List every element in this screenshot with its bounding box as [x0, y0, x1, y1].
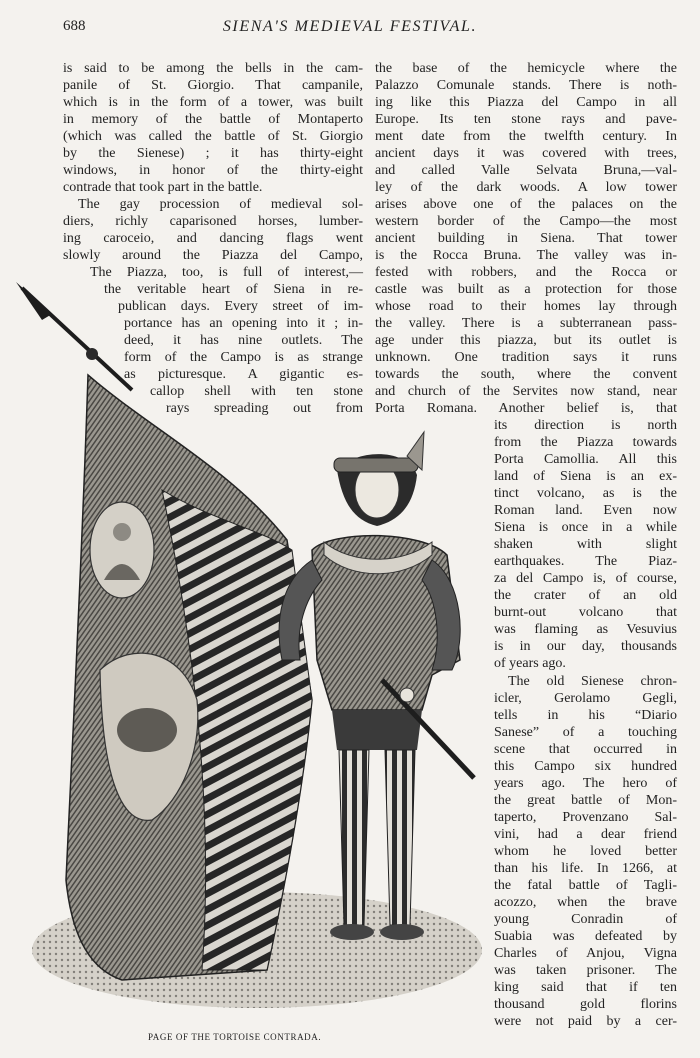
text-line: and church of the Servites now stand, near — [375, 384, 677, 399]
text-line: Roman land. Even now — [494, 503, 677, 518]
right-leg — [385, 750, 415, 925]
text-line: contrade that took part in the battle. — [63, 180, 263, 195]
text-line: icler, Gerolamo Gegli, — [494, 691, 677, 706]
left-leg — [339, 750, 369, 925]
text-line: the crater of an old — [494, 588, 677, 603]
text-line: za del Campo is, of course, — [494, 571, 677, 586]
text-line: king said that if ten — [494, 980, 677, 995]
text-line: windows, in honor of the thirty-eight — [63, 163, 363, 178]
text-line: The Piazza, too, is full of interest,— — [90, 265, 363, 280]
text-line: rays spreading out from — [166, 401, 363, 416]
text-line: Sanese” of a touching — [494, 725, 677, 740]
text-line: is in our day, thousands — [494, 639, 677, 654]
text-line: western border of the Campo—the most — [375, 214, 677, 229]
text-line: form of the Campo is as strange — [124, 350, 363, 365]
text-line: its direction is north — [494, 418, 677, 433]
text-line: taperto, Provenzano Sal- — [494, 810, 677, 825]
text-line: ment date from the twelfth century. In — [375, 129, 677, 144]
text-line: is the Rocca Bruna. The valley was in- — [375, 248, 677, 263]
illustration-page-of-tortoise-contrada — [12, 280, 492, 1020]
text-line: ing like this Piazza del Campo in all — [375, 95, 677, 110]
text-line: panile of St. Giorgio. That campanile, — [63, 78, 363, 93]
text-line: young Conradin of — [494, 912, 677, 927]
text-line: castle was built as a protection for those — [375, 282, 677, 297]
banner-medallion — [90, 502, 154, 598]
text-line: The gay procession of medieval sol- — [78, 197, 363, 212]
text-line: were not paid by a cer- — [494, 1014, 677, 1029]
text-line: Suabia was defeated by — [494, 929, 677, 944]
text-line: as picturesque. A gigantic es- — [124, 367, 363, 382]
running-title: SIENA'S MEDIEVAL FESTIVAL. — [222, 18, 478, 35]
text-line: unknown. One tradition says it runs — [375, 350, 677, 365]
text-line: Europe. Its ten stone rays and pave- — [375, 112, 677, 127]
text-line: ing caroceio, and dancing flags went — [63, 231, 363, 246]
text-line: of years ago. — [494, 656, 566, 671]
text-line: the veritable heart of Siena in re- — [104, 282, 363, 297]
text-line: vini, had a dear friend — [494, 827, 677, 842]
text-line: diers, richly caparisoned horses, lumber- — [63, 214, 363, 229]
text-line: the great battle of Mon- — [494, 793, 677, 808]
text-line: ley of the dark woods. A low tower — [375, 180, 677, 195]
text-line: publican days. Every street of im- — [118, 299, 363, 314]
text-line: fested with robbers, and the Rocca or — [375, 265, 677, 280]
text-line: age under this piazza, but its outlet is — [375, 333, 677, 348]
text-line: Charles of Anjou, Vigna — [494, 946, 677, 961]
text-line: the valley. There is a subterranean pass- — [375, 316, 677, 331]
text-line: thousand gold florins — [494, 997, 677, 1012]
hand — [400, 688, 414, 702]
text-line: which is in the form of a tower, was built — [63, 95, 363, 110]
text-line: tells in his “Diario — [494, 708, 677, 723]
illustration-caption: PAGE OF THE TORTOISE CONTRADA. — [148, 1032, 322, 1042]
text-line: is said to be among the bells in the cam- — [63, 61, 363, 76]
text-line: slowly around the Piazza del Campo, — [63, 248, 363, 263]
text-line: whom he loved better — [494, 844, 677, 859]
text-line: Porta Romana. Another belief is, that — [375, 401, 677, 416]
text-line: this Campo six hundred — [494, 759, 677, 774]
page-number: 688 — [63, 18, 86, 34]
text-line: ancient building in Siena. That tower — [375, 231, 677, 246]
text-line: by the Sienese) ; it has thirty-eight — [63, 146, 363, 161]
text-line: arises above one of the palaces on the — [375, 197, 677, 212]
text-line: towards the south, where the convent — [375, 367, 677, 382]
text-line: and called Valle Selvata Bruna,—val- — [375, 163, 677, 178]
text-line: earthquakes. The Piaz- — [494, 554, 677, 569]
text-line: Palazzo Comunale stands. There is noth- — [375, 78, 677, 93]
text-line: callop shell with ten stone — [150, 384, 363, 399]
right-shoe — [380, 924, 424, 940]
text-line: The old Sienese chron- — [508, 674, 677, 689]
text-line: was flaming as Vesuvius — [494, 622, 677, 637]
text-line: Siena is once in a while — [494, 520, 677, 535]
text-line: deed, it has nine outlets. The — [124, 333, 363, 348]
text-line: was taken prisoner. The — [494, 963, 677, 978]
hose-top — [332, 710, 422, 750]
text-line: years ago. The hero of — [494, 776, 677, 791]
text-line: the fatal battle of Tagli- — [494, 878, 677, 893]
text-line: shaken with slight — [494, 537, 677, 552]
text-line: whose road to their homes lay through — [375, 299, 677, 314]
text-line: acozzo, when the brave — [494, 895, 677, 910]
spear-tip — [16, 282, 52, 320]
text-line: scene that occurred in — [494, 742, 677, 757]
text-line: (which was called the battle of St. Giorgio — [63, 129, 363, 144]
text-line: the base of the hemicycle where the — [375, 61, 677, 76]
text-line: Porta Camollia. All this — [494, 452, 677, 467]
text-line: ancient days it was covered with trees, — [375, 146, 677, 161]
text-line: burnt-out volcano that — [494, 605, 677, 620]
text-line: than his life. In 1266, at — [494, 861, 677, 876]
text-line: land of Siena is an ex- — [494, 469, 677, 484]
text-line: tinct volcano, as is the — [494, 486, 677, 501]
left-shoe — [330, 924, 374, 940]
cap — [334, 458, 418, 472]
text-line: from the Piazza towards — [494, 435, 677, 450]
text-line: portance has an opening into it ; in- — [124, 316, 363, 331]
text-line: in memory of the battle of Montaperto — [63, 112, 363, 127]
